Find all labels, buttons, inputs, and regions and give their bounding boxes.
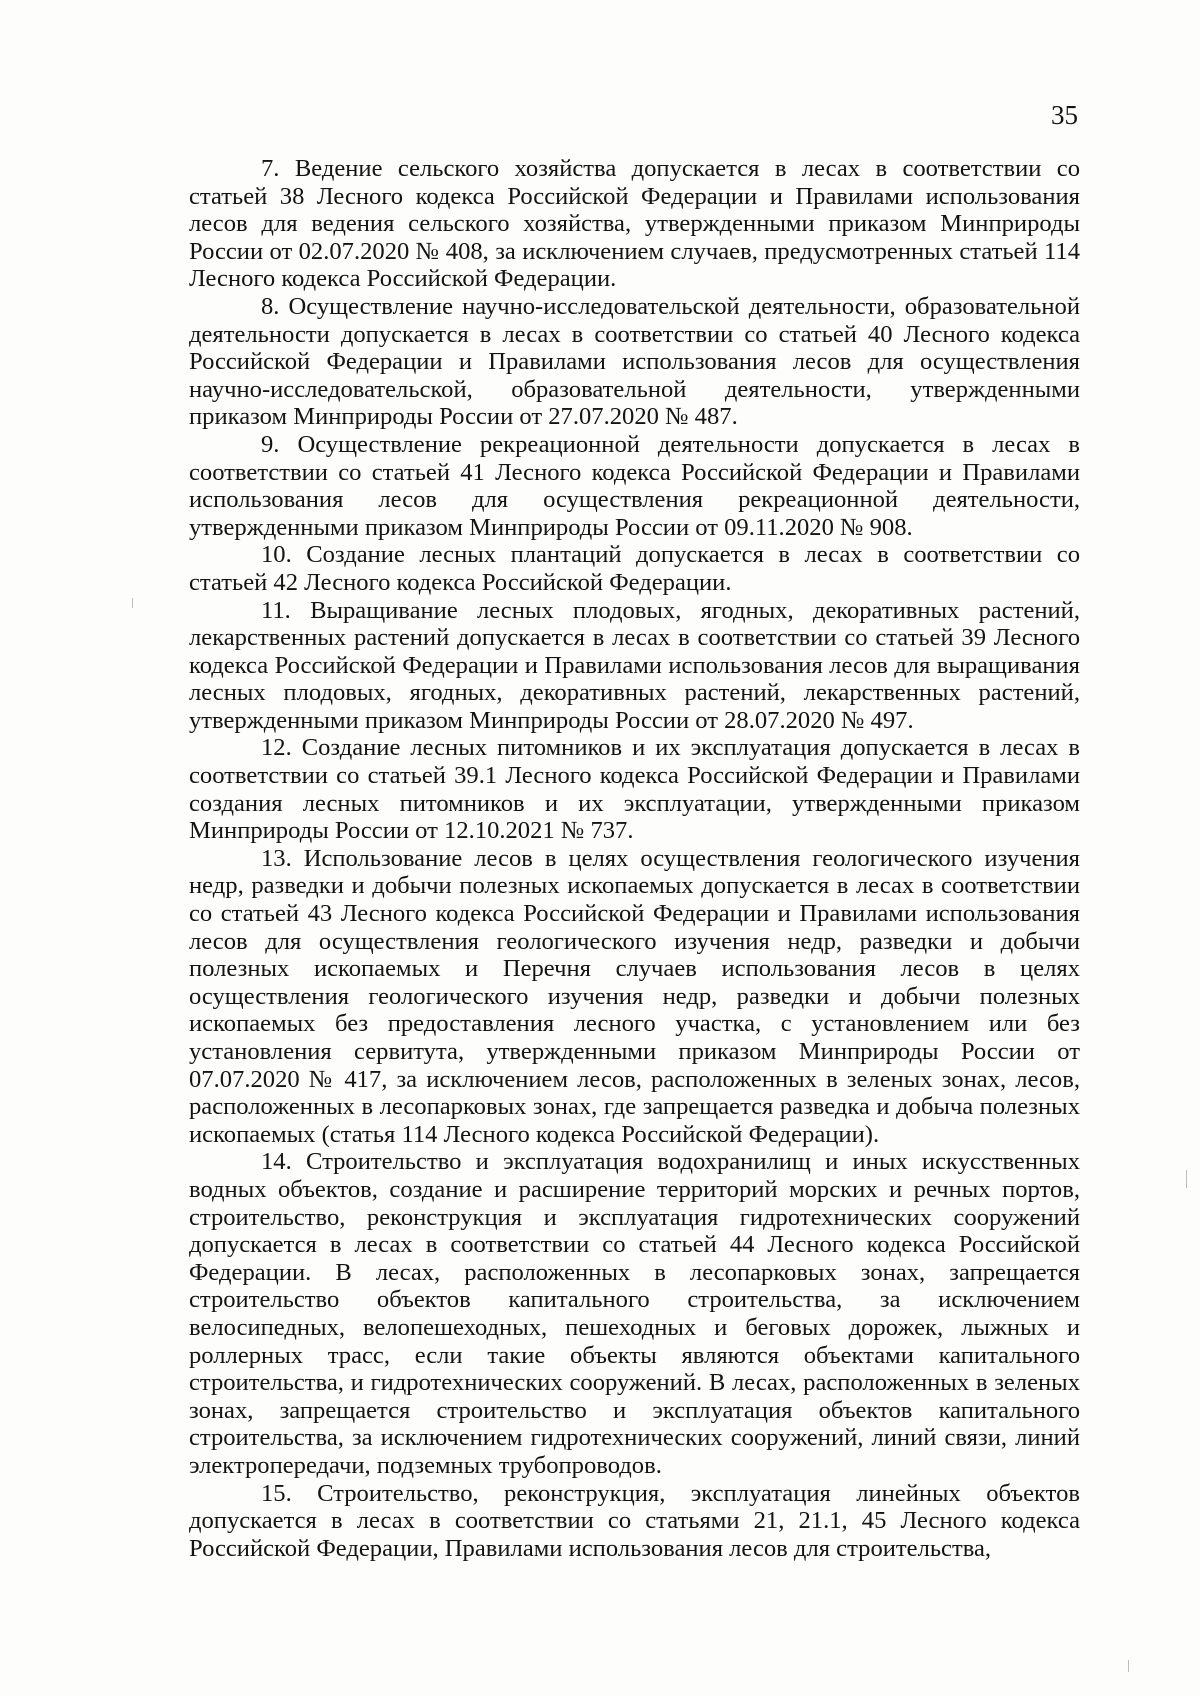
paragraph-11: 11. Выращивание лесных плодовых, ягодных, декоративных растений, лекарственных растений допускается в лесах в соответствии со статьей 39 Лесного кодекса Российской Федерации и Правилами использования лесов для выращивания лесных плодовых, ягодных, декоративных растений, лекарственных растений, утвержденными приказом Минприроды России от 28.07.2020 № 497. [189,596,1080,734]
scan-artifact-bottom [1128,1660,1129,1672]
scan-artifact-left [132,598,133,608]
paragraph-10: 10. Создание лесных плантаций допускается в лесах в соответствии со статьей 42 Лесного кодекса Российской Федерации. [189,541,1080,596]
paragraph-13: 13. Использование лесов в целях осуществления геологического изучения недр, разведки и добычи полезных ископаемых допускается в лесах в соответствии со статьей 43 Лесного кодекса Российской Федерации и Правилами использования лесов для осуществления геологического изучения недр, разведки и добычи полезных ископаемых и Перечня случаев использования лесов в целях осуществления геологического изучения недр, разведки и добычи полезных ископаемых без предоставления лесного участка, с установлением или без установления сервитута, утвержденными приказом Минприроды России от 07.07.2020 № 417, за исключением лесов, расположенных в зеленых зонах, лесов, расположенных в лесопарковых зонах, где запрещается разведка и добыча полезных ископаемых (статья 114 Лесного кодекса Российской Федерации). [189,844,1080,1148]
page-number: 35 [1051,100,1078,130]
paragraph-14: 14. Строительство и эксплуатация водохранилищ и иных искусственных водных объектов, создание и расширение территорий морских и речных портов, строительство, реконструкция и эксплуатация гидротехнических сооружений допускается в лесах в соответствии со статьей 44 Лесного кодекса Российской Федерации. В лесах, расположенных в лесопарковых зонах, запрещается строительство объектов капитального строительства, за исключением велосипедных, велопешеходных, пешеходных и беговых дорожек, лыжных и роллерных трасс, если такие объекты являются объектами капитального строительства, и гидротехнических сооружений. В лесах, расположенных в зеленых зонах, запрещается строительство и эксплуатация объектов капитального строительства, за исключением гидротехнических сооружений, линий связи, линий электропередачи, подземных трубопроводов. [189,1148,1080,1479]
document-body [189,155,1080,1562]
paragraph-7: 7. Ведение сельского хозяйства допускается в лесах в соответствии со статьей 38 Лесного кодекса Российской Федерации и Правилами использования лесов для ведения сельского хозяйства, утвержденными приказом Минприроды России от 02.07.2020 № 408, за исключением случаев, предусмотренных статьей 114 Лесного кодекса Российской Федерации. [189,155,1080,293]
scan-artifact-right [1186,1170,1187,1188]
paragraph-15: 15. Строительство, реконструкция, эксплуатация линейных объектов допускается в лесах в соответствии со статьями 21, 21.1, 45 Лесного кодекса Российской Федерации, Правилами использования лесов для строительства, [189,1479,1080,1562]
paragraph-8: 8. Осуществление научно-исследовательской деятельности, образовательной деятельности допускается в лесах в соответствии со статьей 40 Лесного кодекса Российской Федерации и Правилами использования лесов для осуществления научно-исследовательской, образовательной деятельности, утвержденными приказом Минприроды России от 27.07.2020 № 487. [189,292,1080,431]
paragraph-12: 12. Создание лесных питомников и их эксплуатация допускается в лесах в соответствии со статьей 39.1 Лесного кодекса Российской Федерации и Правилами создания лесных питомников и их эксплуатации, утвержденными приказом Минприроды России от 12.10.2021 № 737. [189,734,1080,845]
paragraph-9: 9. Осуществление рекреационной деятельности допускается в лесах в соответствии со статьей 41 Лесного кодекса Российской Федерации и Правилами использования лесов для осуществления рекреационной деятельности, утвержденными приказом Минприроды России от 09.11.2020 № 908. [189,430,1080,541]
